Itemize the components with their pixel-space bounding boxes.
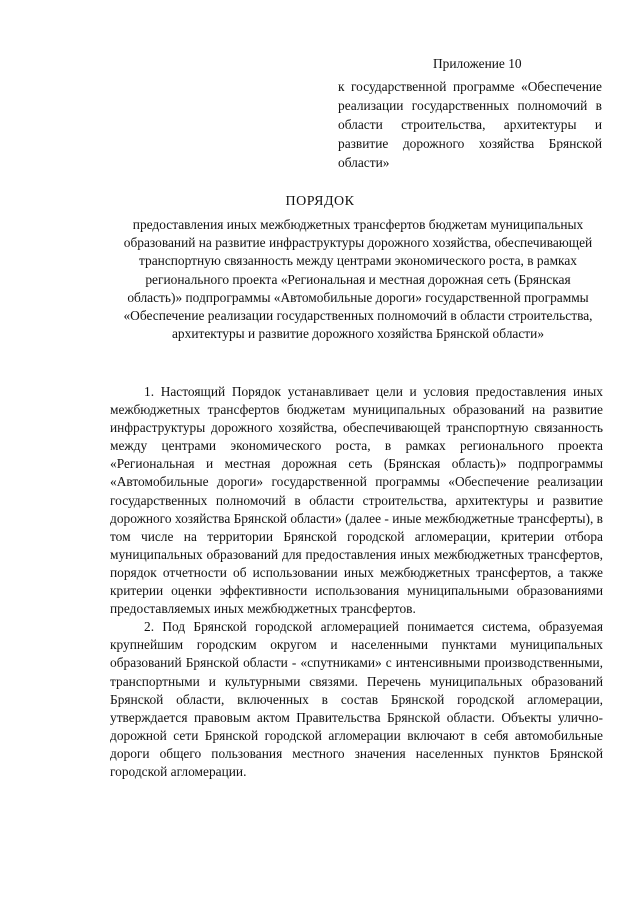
paragraph-2: 2. Под Брянской городской агломерацией понимается система, образуемая крупнейшим городским округом и населенными пунктами муниципальных образований Брянской области - «спутниками» с интенсивными производственными, транспортными и культурными связями. Перечень муниципальных образований Брянской области, включенных в состав Брянской городской агломерации, утверждается правовым актом Правительства Брянской области. Объекты улично-дорожной сети Брянской городской агломерации включают в себя автомобильные дороги общего пользования местного значения населенных пунктов Брянской городской агломерации. bbox=[110, 619, 603, 779]
paragraph-1: 1. Настоящий Порядок устанавливает цели и условия предоставления иных межбюджетных трансфертов бюджетам муниципальных образований на развитие инфраструктуры дорожного хозяйства, обеспечивающей транспортную связанность между центрами экономического роста, в рамках регионального проекта «Региональная и местная дорожная сеть (Брянская область)» подпрограммы «Автомобильные дороги» государственной программы «Обеспечение реализации государственных полномочий в области строительства, архитектуры и развитие дорожного хозяйства Брянской области» (далее - иные межбюджетные трансферты), в том числе на территории Брянской городской агломерации, критерии отбора муниципальных образований для предоставления иных межбюджетных трансфертов, порядок отчетности об использовании иных межбюджетных трансфертов, а также критерии оценки эффективности использования муниципальными образованиями предоставляемых иных межбюджетных трансфертов. bbox=[110, 384, 603, 617]
document-subtitle: предоставления иных межбюджетных трансфертов бюджетам муниципальных образований на развитие инфраструктуры дорожного хозяйства, обеспечивающей транспортную связанность между центрами экономического роста, в рамках регионального проекта «Региональная и местная дорожная сеть (Брянская область)» подпрограммы «Автомобильные дороги» государственной программы «Обеспечение реализации государственных полномочий в области строительства, архитектуры и развитие дорожного хозяйства Брянской области» bbox=[123, 217, 593, 342]
document-body bbox=[110, 383, 603, 781]
appendix-header bbox=[338, 54, 602, 172]
document-title: ПОРЯДОК bbox=[285, 194, 355, 209]
appendix-title: Приложение 10 bbox=[433, 56, 522, 71]
appendix-text: к государственной программе «Обеспечение реализации государственных полномочий в области строительства, архитектуры и развитие дорожного хозяйства Брянской области» bbox=[338, 79, 602, 170]
